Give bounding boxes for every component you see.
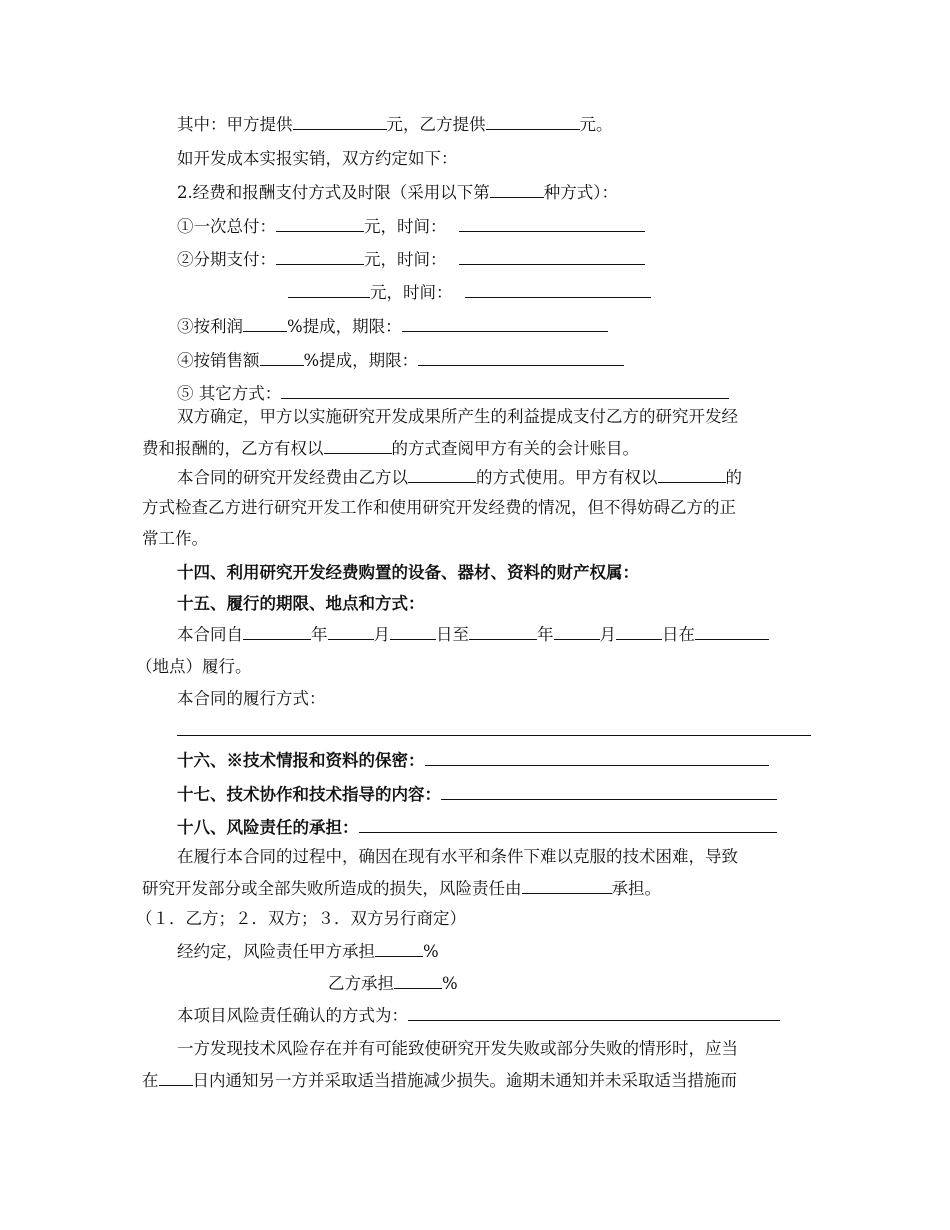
line-actual-cost: 如开发成本实报实销，双方约定如下： bbox=[177, 149, 458, 168]
text: 其中：甲方提供 bbox=[177, 115, 293, 134]
blank-field[interactable] bbox=[695, 623, 769, 640]
blank-field[interactable] bbox=[658, 466, 726, 483]
section-heading-18: 十八、风险责任的承担： bbox=[177, 818, 359, 837]
text: 经约定，风险责任甲方承担 bbox=[177, 942, 375, 961]
blank-field[interactable] bbox=[276, 215, 364, 232]
text: 月 bbox=[373, 625, 390, 644]
text: 的方式使用。甲方有权以 bbox=[476, 468, 658, 487]
text: ①一次总付： bbox=[177, 217, 276, 236]
line-confidentiality bbox=[177, 749, 769, 772]
section-heading-14: 十四、利用研究开发经费购置的设备、器材、资料的财产权属： bbox=[177, 563, 639, 582]
blank-field[interactable] bbox=[425, 749, 769, 766]
blank-field[interactable] bbox=[554, 623, 600, 640]
text: 2.经费和报酬支付方式及时限（采用以下第 bbox=[177, 183, 490, 202]
blank-field[interactable] bbox=[159, 1069, 193, 1086]
text: 元，时间： bbox=[364, 250, 447, 269]
paragraph-text: 常工作。 bbox=[142, 529, 208, 548]
paragraph-text bbox=[142, 877, 661, 900]
section-heading-15: 十五、履行的期限、地点和方式： bbox=[177, 594, 425, 613]
line-installment-2 bbox=[288, 281, 651, 304]
line-funding-split bbox=[177, 113, 613, 136]
text: ④按销售额 bbox=[177, 351, 260, 370]
text: 日至 bbox=[436, 625, 469, 644]
text: 费和报酬的，乙方有权以 bbox=[142, 439, 324, 458]
text: ⑤ 其它方式： bbox=[177, 384, 282, 403]
blank-field[interactable] bbox=[616, 623, 662, 640]
text: 种方式）： bbox=[543, 183, 618, 202]
text: 元，时间： bbox=[370, 283, 453, 302]
blank-field[interactable] bbox=[375, 940, 423, 957]
option-list: （１．乙方；２．双方；３．双方另行商定） bbox=[136, 909, 466, 928]
blank-field[interactable] bbox=[490, 181, 544, 198]
paragraph-text: 一方发现技术风险存在并有可能致使研究开发失败或部分失败的情形时，应当 bbox=[177, 1039, 738, 1058]
text: 本项目风险责任确认的方式为： bbox=[177, 1006, 408, 1025]
text: 在 bbox=[142, 1071, 159, 1090]
blank-field[interactable] bbox=[408, 1004, 780, 1021]
blank-field[interactable] bbox=[522, 877, 612, 894]
text: 年 bbox=[537, 625, 554, 644]
line-lump-sum bbox=[177, 215, 645, 238]
blank-field[interactable] bbox=[328, 623, 374, 640]
line-sales-share bbox=[177, 349, 624, 372]
blank-field[interactable] bbox=[469, 623, 537, 640]
blank-field[interactable] bbox=[459, 248, 645, 265]
blank-field[interactable] bbox=[441, 783, 777, 800]
blank-field[interactable] bbox=[418, 349, 624, 366]
blank-field[interactable] bbox=[359, 816, 777, 833]
paragraph-text bbox=[142, 1069, 737, 1092]
line-risk-party-b bbox=[328, 972, 458, 995]
section-heading-17: 十七、技术协作和技术指导的内容： bbox=[177, 785, 441, 804]
text: 日内通知另一方并采取适当措施减少损失。逾期未通知并未采取适当措施而 bbox=[192, 1071, 737, 1090]
text: 本合同自 bbox=[177, 625, 243, 644]
line-profit-share bbox=[177, 315, 608, 338]
blank-field[interactable] bbox=[288, 281, 370, 298]
text: 日在 bbox=[662, 625, 695, 644]
line-cooperation bbox=[177, 783, 777, 806]
text: %提成，期限： bbox=[303, 351, 419, 370]
text: ②分期支付： bbox=[177, 250, 276, 269]
paragraph-text: （地点）履行。 bbox=[136, 657, 252, 676]
text: 元，时间： bbox=[364, 217, 447, 236]
text: 本合同的研究开发经费由乙方以 bbox=[177, 468, 408, 487]
paragraph-text bbox=[142, 437, 639, 460]
blank-field[interactable] bbox=[276, 248, 364, 265]
paragraph-text: 在履行本合同的过程中，确因在现有水平和条件下难以克服的技术困难，导致 bbox=[177, 847, 738, 866]
line-risk-confirm bbox=[177, 1004, 780, 1027]
blank-field[interactable] bbox=[260, 349, 304, 366]
text: 乙方承担 bbox=[328, 974, 394, 993]
text: ③按利润 bbox=[177, 317, 243, 336]
text: 年 bbox=[311, 625, 328, 644]
blank-field[interactable] bbox=[243, 623, 311, 640]
line-risk bbox=[177, 816, 777, 839]
blank-field[interactable] bbox=[459, 215, 645, 232]
line-risk-party-a bbox=[177, 940, 439, 963]
section-heading-16: 十六、※技术情报和资料的保密： bbox=[177, 751, 425, 770]
text: 的 bbox=[725, 468, 742, 487]
blank-field[interactable] bbox=[390, 623, 436, 640]
blank-field[interactable] bbox=[281, 382, 729, 399]
text: %提成，期限： bbox=[287, 317, 402, 336]
line-installment bbox=[177, 248, 645, 271]
text: 承担。 bbox=[611, 879, 661, 898]
text: % bbox=[442, 974, 458, 993]
line-other-method bbox=[177, 382, 729, 405]
blank-field[interactable] bbox=[408, 466, 476, 483]
text: 元。 bbox=[579, 115, 613, 134]
blank-field[interactable] bbox=[293, 113, 387, 130]
blank-field[interactable] bbox=[324, 437, 392, 454]
blank-field[interactable] bbox=[394, 972, 442, 989]
text: 的方式查阅甲方有关的会计账目。 bbox=[391, 439, 639, 458]
text: % bbox=[423, 942, 439, 961]
line-payment-method bbox=[177, 181, 618, 204]
blank-field[interactable] bbox=[402, 315, 608, 332]
line-performance-method: 本合同的履行方式： bbox=[177, 689, 326, 708]
blank-field[interactable] bbox=[486, 113, 580, 130]
line-term-dates bbox=[177, 623, 769, 646]
blank-field[interactable] bbox=[465, 281, 651, 298]
blank-line-full[interactable] bbox=[177, 735, 811, 736]
blank-field[interactable] bbox=[243, 315, 287, 332]
text: 研究开发部分或全部失败所造成的损失，风险责任由 bbox=[142, 879, 522, 898]
text: 元，乙方提供 bbox=[386, 115, 486, 134]
paragraph-text: 双方确定，甲方以实施研究开发成果所产生的利益提成支付乙方的研究开发经 bbox=[177, 407, 738, 426]
paragraph-text bbox=[177, 466, 742, 489]
text: 月 bbox=[599, 625, 616, 644]
paragraph-text: 方式检查乙方进行研究开发工作和使用研究开发经费的情况，但不得妨碍乙方的正 bbox=[142, 498, 736, 517]
